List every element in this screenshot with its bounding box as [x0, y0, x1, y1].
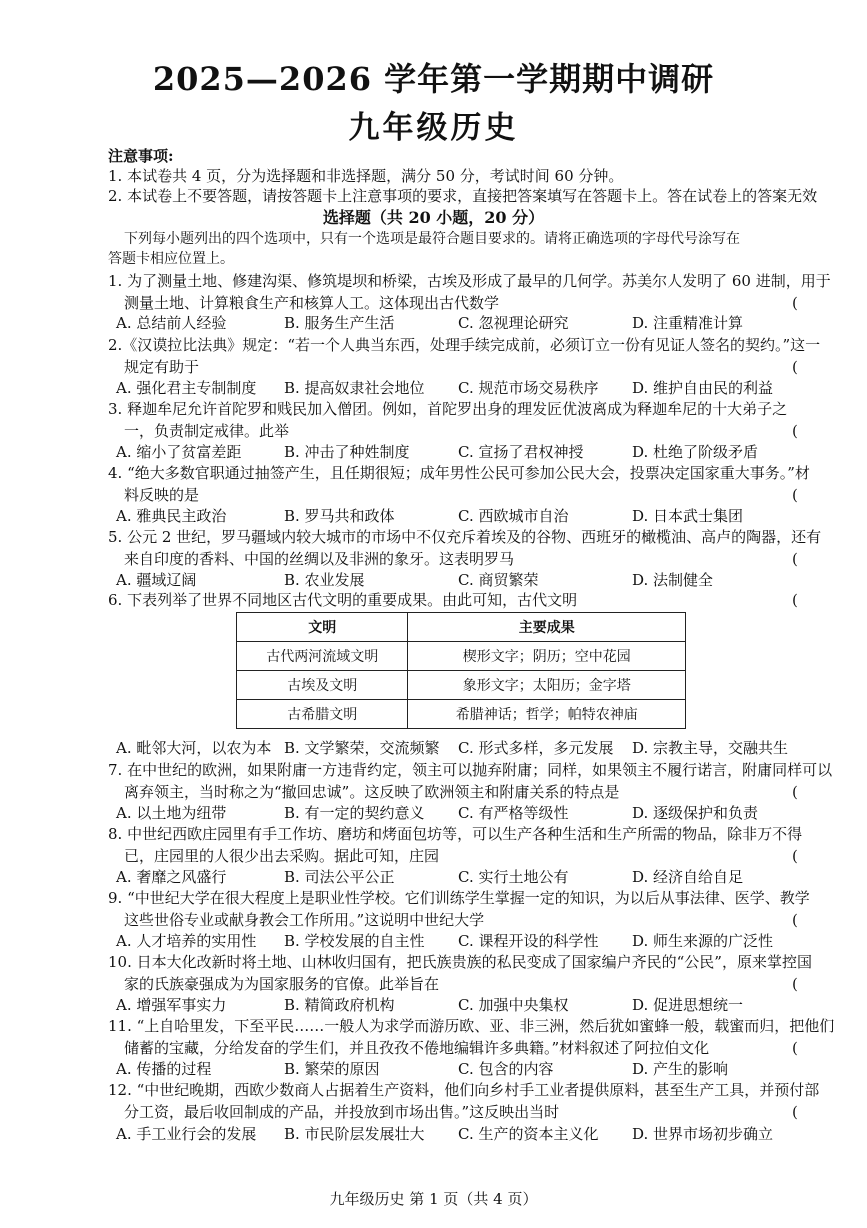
option-b: B. 服务生产生活	[284, 314, 395, 332]
option-a: A. 毗邻大河，以农为本	[116, 739, 272, 757]
answer-paren: (	[792, 294, 798, 312]
option-d: D. 师生来源的广泛性	[632, 932, 774, 950]
question-stem-line-1: 8. 中世纪西欧庄园里有手工作坊、磨坊和烤面包坊等，可以生产各种生活和生产所需的物品，除非万不得	[108, 825, 803, 843]
answer-paren: (	[792, 1103, 798, 1121]
option-d: D. 法制健全	[632, 571, 714, 589]
table-cell: 楔形文字；阴历；空中花园	[408, 642, 686, 671]
exam-title: 2025—2026 学年第一学期期中调研	[152, 60, 715, 98]
option-a: A. 奢靡之风盛行	[116, 868, 227, 886]
question-stem-line-2: 已，庄园里的人很少出去采购。据此可知，庄园	[124, 847, 440, 865]
answer-paren: (	[792, 591, 798, 609]
table-cell: 古代两河流域文明	[237, 642, 408, 671]
option-a: A. 缩小了贫富差距	[116, 443, 242, 461]
option-a: A. 人才培养的实用性	[116, 932, 257, 950]
table-row	[237, 642, 686, 671]
question-stem-line-2: 测量土地、计算粮食生产和核算人工。这体现出古代数学	[124, 294, 500, 312]
option-b: B. 繁荣的原因	[284, 1060, 380, 1078]
option-b: B. 农业发展	[284, 571, 365, 589]
question-stem-line-1: 12. “中世纪晚期，西欧少数商人占据着生产资料，他们向乡村手工业者提供原料，甚至生产工具，并预付部	[108, 1081, 820, 1099]
option-c: C. 形式多样，多元发展	[458, 739, 614, 757]
option-d: D. 经济自给自足	[632, 868, 744, 886]
notice-item-2: 2. 本试卷上不要答题，请按答题卡上注意事项的要求，直接把答案填写在答题卡上。答在试卷上的答案无效	[108, 187, 818, 205]
question-stem-line-2: 料反映的是	[124, 486, 200, 504]
option-b: B. 提高奴隶社会地位	[284, 379, 425, 397]
answer-paren: (	[792, 911, 798, 929]
option-c: C. 包含的内容	[458, 1060, 554, 1078]
option-b: B. 市民阶层发展壮大	[284, 1125, 425, 1143]
question-stem-line-2: 规定有助于	[124, 358, 200, 376]
answer-paren: (	[792, 783, 798, 801]
option-a: A. 传播的过程	[116, 1060, 212, 1078]
question-stem-line-2: 这些世俗专业或献身教会工作所用。”这说明中世纪大学	[124, 911, 485, 929]
table-row	[237, 700, 686, 729]
table-cell: 希腊神话；哲学；帕特农神庙	[408, 700, 686, 729]
question-stem-line-1: 1. 为了测量土地、修建沟渠、修筑堤坝和桥梁，古埃及形成了最早的几何学。苏美尔人发明了 60 进制，用于	[108, 272, 831, 290]
table-header-cell: 文明	[237, 613, 408, 642]
question-stem-line-1: 2.《汉谟拉比法典》规定：“若一个人典当东西，处理手续完成前，必须订立一份有见证人签名的契约。”这一	[108, 336, 821, 354]
question-stem-line-2: 家的氏族豪强成为为国家服务的官僚。此举旨在	[124, 975, 440, 993]
civilization-table	[236, 612, 686, 729]
answer-paren: (	[792, 975, 798, 993]
notice-item-1: 1. 本试卷共 4 页，分为选择题和非选择题，满分 50 分，考试时间 60 分钟。	[108, 167, 624, 185]
table-cell: 古希腊文明	[237, 700, 408, 729]
table-header-row	[237, 613, 686, 642]
option-c: C. 实行土地公有	[458, 868, 569, 886]
option-c: C. 生产的资本主义化	[458, 1125, 599, 1143]
option-c: C. 忽视理论研究	[458, 314, 569, 332]
option-c: C. 西欧城市自治	[458, 507, 569, 525]
question-stem-line-2: 储蓄的宝藏，分给发奋的学生们，并且孜孜不倦地编辑许多典籍。”材料叙述了阿拉伯文化	[124, 1039, 710, 1057]
option-b: B. 有一定的契约意义	[284, 804, 425, 822]
option-a: A. 总结前人经验	[116, 314, 227, 332]
option-d: D. 日本武士集团	[632, 507, 744, 525]
option-c: C. 规范市场交易秩序	[458, 379, 599, 397]
option-c: C. 加强中央集权	[458, 996, 569, 1014]
question-stem-line-1: 11. “上自哈里发，下至平民……一般人为求学而游历欧、亚、非三洲，然后犹如蜜蜂一般，载蜜而归，把他们	[108, 1017, 835, 1035]
exam-subtitle: 九年级历史	[348, 110, 519, 146]
option-a: A. 增强军事实力	[116, 996, 227, 1014]
option-b: B. 文学繁荣，交流频繁	[284, 739, 440, 757]
option-c: C. 有严格等级性	[458, 804, 569, 822]
table-header-cell: 主要成果	[408, 613, 686, 642]
option-d: D. 世界市场初步确立	[632, 1125, 774, 1143]
option-d: D. 注重精准计算	[632, 314, 744, 332]
question-stem-line-1: 4. “绝大多数官职通过抽签产生，且任期很短；成年男性公民可参加公民大会，投票决定国家重大事务。”材	[108, 464, 810, 482]
section-instruction-1: 下列每小题列出的四个选项中，只有一个选项是最符合题目要求的。请将正确选项的字母代号涂写在	[124, 231, 740, 247]
option-b: B. 精简政府机构	[284, 996, 395, 1014]
option-c: C. 商贸繁荣	[458, 571, 539, 589]
option-b: B. 司法公平公正	[284, 868, 395, 886]
question-stem-line-1: 6. 下表列举了世界不同地区古代文明的重要成果。由此可知，古代文明	[108, 591, 578, 609]
answer-paren: (	[792, 422, 798, 440]
answer-paren: (	[792, 1039, 798, 1057]
section-instruction-2: 答题卡相应位置上。	[108, 251, 234, 267]
option-a: A. 雅典民主政治	[116, 507, 227, 525]
option-d: D. 逐级保护和负责	[632, 804, 759, 822]
option-d: D. 促进思想统一	[632, 996, 744, 1014]
option-a: A. 手工业行会的发展	[116, 1125, 257, 1143]
question-stem-line-1: 9. “中世纪大学在很大程度上是职业性学校。它们训练学生掌握一定的知识，为以后从事法律、医学、教学	[108, 889, 810, 907]
option-b: B. 学校发展的自主性	[284, 932, 425, 950]
question-stem-line-1: 5. 公元 2 世纪，罗马疆域内较大城市的市场中不仅充斥着埃及的谷物、西班牙的橄榄油、高卢的陶器，还有	[108, 528, 822, 546]
table-cell: 古埃及文明	[237, 671, 408, 700]
option-b: B. 冲击了种姓制度	[284, 443, 410, 461]
option-c: C. 课程开设的科学性	[458, 932, 599, 950]
option-d: D. 维护自由民的利益	[632, 379, 774, 397]
page-footer: 九年级历史 第 1 页（共 4 页）	[329, 1190, 538, 1208]
option-d: D. 产生的影响	[632, 1060, 729, 1078]
answer-paren: (	[792, 847, 798, 865]
table-row	[237, 671, 686, 700]
option-a: A. 以土地为纽带	[116, 804, 227, 822]
option-b: B. 罗马共和政体	[284, 507, 395, 525]
question-stem-line-2: 分工资，最后收回制成的产品，并投放到市场出售。”这反映出当时	[124, 1103, 560, 1121]
question-stem-line-2: 一，负责制定戒律。此举	[124, 422, 290, 440]
question-stem-line-1: 7. 在中世纪的欧洲，如果附庸一方违背约定，领主可以抛弃附庸；同样，如果领主不履行诺言，附庸同样可以	[108, 761, 833, 779]
option-d: D. 宗教主导，交融共生	[632, 739, 789, 757]
question-stem-line-2: 来自印度的香料、中国的丝绸以及非洲的象牙。这表明罗马	[124, 550, 515, 568]
question-stem-line-1: 10. 日本大化改新时将土地、山林收归国有，把氏族贵族的私民变成了国家编户齐民的“公民”，原来掌控国	[108, 953, 812, 971]
option-d: D. 杜绝了阶级矛盾	[632, 443, 759, 461]
question-stem-line-2: 离弃领主，当时称之为“撤回忠诚”。这反映了欧洲领主和附庸关系的特点是	[124, 783, 620, 801]
table-cell: 象形文字；太阳历；金字塔	[408, 671, 686, 700]
section-title: 选择题（共 20 小题，20 分）	[322, 208, 545, 227]
answer-paren: (	[792, 358, 798, 376]
option-c: C. 宣扬了君权神授	[458, 443, 584, 461]
answer-paren: (	[792, 486, 798, 504]
notice-heading: 注意事项:	[108, 147, 174, 165]
question-stem-line-1: 3. 释迦牟尼允许首陀罗和贱民加入僧团。例如，首陀罗出身的理发匠优波离成为释迦牟尼的十大弟子之	[108, 400, 788, 418]
answer-paren: (	[792, 550, 798, 568]
option-a: A. 强化君主专制制度	[116, 379, 257, 397]
option-a: A. 疆域辽阔	[116, 571, 197, 589]
